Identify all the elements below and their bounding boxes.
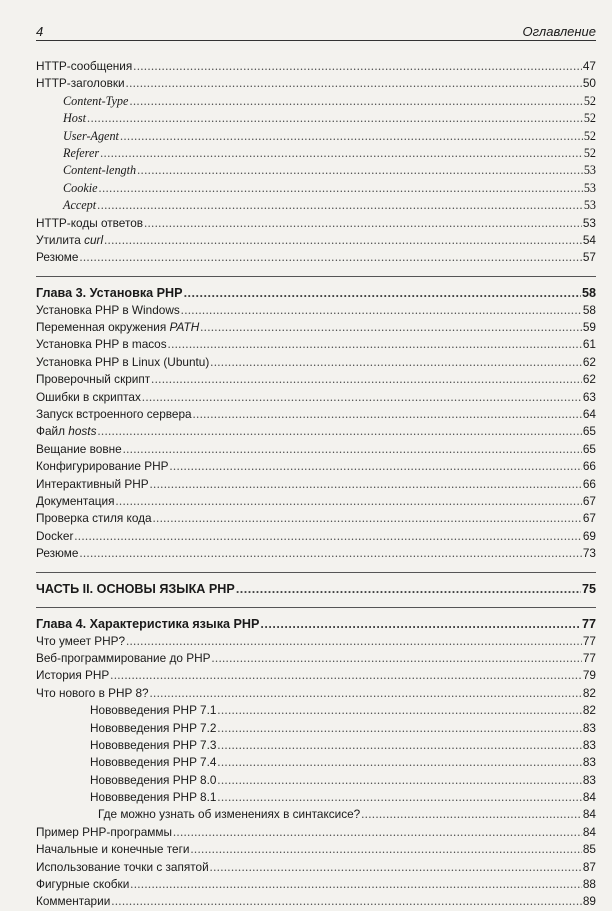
- toc-entry-label-wrap: [36, 423, 96, 440]
- toc-page-number: 53: [582, 215, 596, 230]
- toc-page-number: 84: [582, 807, 596, 822]
- toc-page-number: 83: [582, 720, 596, 735]
- dot-leader: [142, 389, 582, 406]
- toc-page-number: 84: [582, 824, 596, 839]
- toc-entry[interactable]: [36, 720, 596, 737]
- toc-page-number: 64: [582, 407, 596, 422]
- toc-entry[interactable]: [36, 510, 596, 527]
- toc-entry-label: Нововведения PHP 8.1: [90, 790, 217, 805]
- dot-leader: [123, 441, 582, 458]
- toc-entry-label: Запуск встроенного сервера: [36, 407, 192, 422]
- toc-entry-label: Referer: [63, 145, 100, 160]
- toc-entry[interactable]: [36, 354, 596, 371]
- toc-entry[interactable]: [36, 406, 596, 423]
- toc-entry[interactable]: [36, 476, 596, 493]
- toc-entry[interactable]: [36, 302, 596, 319]
- toc-page-number: 82: [582, 685, 596, 700]
- toc-entry-label: Интерактивный PHP: [36, 476, 149, 491]
- dot-leader: [168, 336, 582, 353]
- dot-leader: [79, 545, 581, 562]
- toc-page-number: 75: [581, 581, 596, 596]
- toc-entry[interactable]: [36, 806, 596, 823]
- toc-page-number: 47: [582, 59, 596, 73]
- toc-page-number: 67: [582, 511, 596, 526]
- dot-leader: [126, 633, 582, 650]
- toc-entry[interactable]: [36, 754, 596, 771]
- toc-entry-label: Где можно узнать об изменениях в синтаксисе?: [98, 807, 361, 822]
- toc-entry-label: HTTP-коды ответов: [36, 215, 144, 230]
- dot-leader: [97, 197, 583, 214]
- toc-entry[interactable]: [36, 859, 596, 876]
- dot-leader: [210, 354, 582, 371]
- dot-leader: [173, 824, 582, 841]
- toc-entry-label: Ошибки в скриптах: [36, 389, 141, 404]
- toc-entry[interactable]: [36, 789, 596, 806]
- dot-leader: [191, 841, 582, 858]
- toc-page-number: 66: [582, 459, 596, 474]
- toc-entry-label: Веб-программирование до PHP: [36, 650, 211, 665]
- toc-entry-label: Комментарии: [36, 894, 111, 909]
- dot-leader: [217, 772, 581, 789]
- dot-leader: [260, 615, 581, 633]
- dot-leader: [79, 249, 581, 266]
- toc-page-number: 82: [582, 703, 596, 718]
- dot-leader: [217, 737, 581, 754]
- toc-entry[interactable]: [36, 458, 596, 475]
- dot-leader: [150, 476, 582, 493]
- toc-entry-label: Резюме: [36, 250, 79, 265]
- toc-page-number: 52: [583, 93, 596, 108]
- toc-entry[interactable]: [36, 58, 596, 75]
- toc-entry[interactable]: [36, 145, 596, 162]
- toc-entry-label: Что нового в PHP 8?: [36, 685, 149, 700]
- toc-entry[interactable]: [36, 441, 596, 458]
- running-title: Оглавление: [522, 24, 596, 39]
- dot-leader: [144, 215, 582, 232]
- toc-page-number: 59: [582, 320, 596, 335]
- dot-leader: [99, 180, 583, 197]
- toc-page-number: 77: [582, 633, 596, 648]
- toc-entry[interactable]: [36, 336, 596, 353]
- toc-page-number: 67: [582, 493, 596, 508]
- toc-entry[interactable]: [36, 319, 596, 336]
- toc-page-number: 89: [582, 894, 596, 909]
- toc-entry-label: Нововведения PHP 7.3: [90, 737, 217, 752]
- toc-entry-label: HTTP-заголовки: [36, 76, 125, 91]
- toc-entry-label: Проверочный скрипт: [36, 372, 151, 387]
- toc-entry-label-wrap: [36, 232, 103, 249]
- dot-leader: [361, 806, 582, 823]
- dot-leader: [193, 406, 582, 423]
- dot-leader: [104, 232, 582, 249]
- dot-leader: [150, 685, 582, 702]
- dot-leader: [153, 510, 582, 527]
- dot-leader: [74, 528, 582, 545]
- dot-leader: [217, 789, 581, 806]
- dot-leader: [217, 702, 581, 719]
- dot-leader: [184, 284, 581, 302]
- toc-page-number: 58: [581, 285, 596, 300]
- toc-entry-label-italic: PATH: [169, 320, 200, 335]
- toc-entry-label-wrap: [36, 319, 199, 336]
- toc-entry-label: Конфигурирование PHP: [36, 459, 169, 474]
- dot-leader: [100, 145, 583, 162]
- toc-entry-label: Проверка стиля кода: [36, 511, 152, 526]
- toc-entry-label: Установка PHP в Linux (Ubuntu): [36, 354, 210, 369]
- toc-entry-label: HTTP-сообщения: [36, 59, 133, 73]
- toc-page-number: 69: [582, 528, 596, 543]
- toc-entry-label: Установка PHP в Windows: [36, 302, 180, 317]
- toc-entry-label: Нововведения PHP 7.4: [90, 755, 217, 770]
- chapter-entry[interactable]: [36, 615, 596, 633]
- toc-page-number: 77: [582, 650, 596, 665]
- toc-page-number: 85: [582, 842, 596, 857]
- toc-page-number: 58: [582, 302, 596, 317]
- toc-entry[interactable]: [36, 650, 596, 667]
- toc-entry[interactable]: [36, 249, 596, 266]
- dot-leader: [116, 493, 582, 510]
- dot-leader: [120, 128, 583, 145]
- toc-entry-label-italic: curl: [84, 232, 104, 247]
- toc-entry-label: Файл: [36, 424, 69, 439]
- toc-entry-label: Content-Type: [63, 93, 129, 108]
- toc-page-number: 79: [582, 668, 596, 683]
- toc-entry[interactable]: [36, 633, 596, 650]
- toc-page-number: 62: [582, 372, 596, 387]
- toc-page-number: 84: [582, 790, 596, 805]
- toc-entry[interactable]: [36, 545, 596, 562]
- toc-entry[interactable]: [36, 876, 596, 893]
- toc-page-number: 63: [582, 389, 596, 404]
- toc-entry[interactable]: [36, 93, 596, 110]
- toc-page-number: 53: [583, 180, 596, 195]
- toc-page-number: 83: [582, 772, 596, 787]
- toc-entry-label: Начальные и конечные теги: [36, 842, 190, 857]
- toc-page-number: 73: [582, 546, 596, 561]
- toc-entry[interactable]: [36, 197, 596, 214]
- toc-page-number: 77: [581, 616, 596, 631]
- toc-page-number: 53: [583, 198, 596, 213]
- toc-page-number: 88: [582, 877, 596, 892]
- toc-entry[interactable]: [36, 423, 596, 440]
- dot-leader: [217, 720, 581, 737]
- dot-leader: [111, 893, 582, 910]
- toc-entry[interactable]: [36, 685, 596, 702]
- dot-leader: [126, 75, 582, 92]
- toc-page-number: 57: [582, 250, 596, 265]
- toc-page-number: 50: [582, 76, 596, 91]
- toc-entry[interactable]: [36, 702, 596, 719]
- toc-entry[interactable]: [36, 841, 596, 858]
- toc-page-number: 83: [582, 755, 596, 770]
- dot-leader: [130, 876, 582, 893]
- toc-entry[interactable]: [36, 371, 596, 388]
- toc-entry[interactable]: [36, 75, 596, 92]
- toc-entry[interactable]: [36, 180, 596, 197]
- section-divider: [36, 607, 596, 608]
- toc-entry[interactable]: [36, 389, 596, 406]
- toc-entry-label: Переменная окружения: [36, 320, 170, 335]
- toc-entry[interactable]: [36, 110, 596, 127]
- toc-entry-label: Docker: [36, 528, 74, 543]
- dot-leader: [181, 302, 582, 319]
- toc-page-number: 65: [582, 424, 596, 439]
- toc-entry-label: Глава 4. Характеристика языка PHP: [36, 616, 260, 631]
- toc-entry-label: User-Agent: [63, 128, 119, 143]
- dot-leader: [129, 93, 582, 110]
- table-of-contents: [36, 58, 596, 911]
- toc-entry-label: Что умеет PHP?: [36, 633, 126, 648]
- toc-entry-label: Утилита: [36, 232, 85, 247]
- toc-entry-label: Пример PHP-программы: [36, 824, 172, 839]
- dot-leader: [87, 110, 583, 127]
- toc-entry-label: Нововведения PHP 7.2: [90, 720, 217, 735]
- section-divider: [36, 572, 596, 573]
- toc-entry-label: Фигурные скобки: [36, 877, 130, 892]
- dot-leader: [110, 667, 582, 684]
- toc-entry-label-italic: hosts: [68, 424, 97, 439]
- toc-entry[interactable]: [36, 772, 596, 789]
- toc-entry[interactable]: [36, 893, 596, 910]
- toc-page-number: 83: [582, 737, 596, 752]
- dot-leader: [133, 58, 582, 75]
- toc-entry[interactable]: [36, 824, 596, 841]
- chapter-entry[interactable]: [36, 284, 596, 302]
- dot-leader: [210, 859, 582, 876]
- toc-entry-label: Документация: [36, 493, 115, 508]
- toc-entry[interactable]: [36, 162, 596, 179]
- dot-leader: [137, 162, 583, 179]
- toc-entry[interactable]: [36, 493, 596, 510]
- dot-leader: [200, 319, 582, 336]
- toc-entry-label: Cookie: [63, 180, 98, 195]
- part-entry[interactable]: [36, 580, 596, 598]
- toc-page-number: 54: [582, 232, 596, 247]
- toc-entry-label: Резюме: [36, 546, 79, 561]
- toc-entry[interactable]: [36, 737, 596, 754]
- dot-leader: [151, 371, 582, 388]
- toc-entry[interactable]: [36, 667, 596, 684]
- toc-entry-label: Host: [63, 111, 87, 126]
- toc-page-number: 61: [582, 337, 596, 352]
- toc-entry-label: История PHP: [36, 668, 110, 683]
- section-divider: [36, 276, 596, 277]
- dot-leader: [211, 650, 581, 667]
- page-header: [36, 14, 596, 41]
- toc-page-number: 52: [583, 128, 596, 143]
- toc-entry-label: Глава 3. Установка PHP: [36, 285, 183, 300]
- toc-page-number: 62: [582, 354, 596, 369]
- toc-entry[interactable]: [36, 232, 596, 249]
- toc-entry-label: Установка PHP в macos: [36, 337, 167, 352]
- toc-entry-label: Использование точки с запятой: [36, 859, 209, 874]
- toc-page-number: 52: [583, 145, 596, 160]
- dot-leader: [236, 580, 581, 598]
- toc-entry[interactable]: [36, 528, 596, 545]
- toc-entry-label: Content-length: [63, 163, 137, 178]
- toc-page-number: 87: [582, 859, 596, 874]
- dot-leader: [217, 754, 581, 771]
- toc-page-number: 52: [583, 111, 596, 126]
- dot-leader: [97, 423, 581, 440]
- dot-leader: [169, 458, 581, 475]
- toc-entry[interactable]: [36, 128, 596, 145]
- toc-entry-label: Нововведения PHP 8.0: [90, 772, 217, 787]
- toc-entry-label: Accept: [63, 198, 97, 213]
- page-number: 4: [36, 24, 44, 39]
- toc-page-number: 53: [583, 163, 596, 178]
- toc-page-number: 65: [582, 441, 596, 456]
- toc-entry-label: Нововведения PHP 7.1: [90, 703, 217, 718]
- toc-entry[interactable]: [36, 215, 596, 232]
- toc-entry-label: ЧАСТЬ II. ОСНОВЫ ЯЗЫКА PHP: [36, 581, 235, 596]
- toc-page-number: 66: [582, 476, 596, 491]
- toc-entry-label: Вещание вовне: [36, 441, 122, 456]
